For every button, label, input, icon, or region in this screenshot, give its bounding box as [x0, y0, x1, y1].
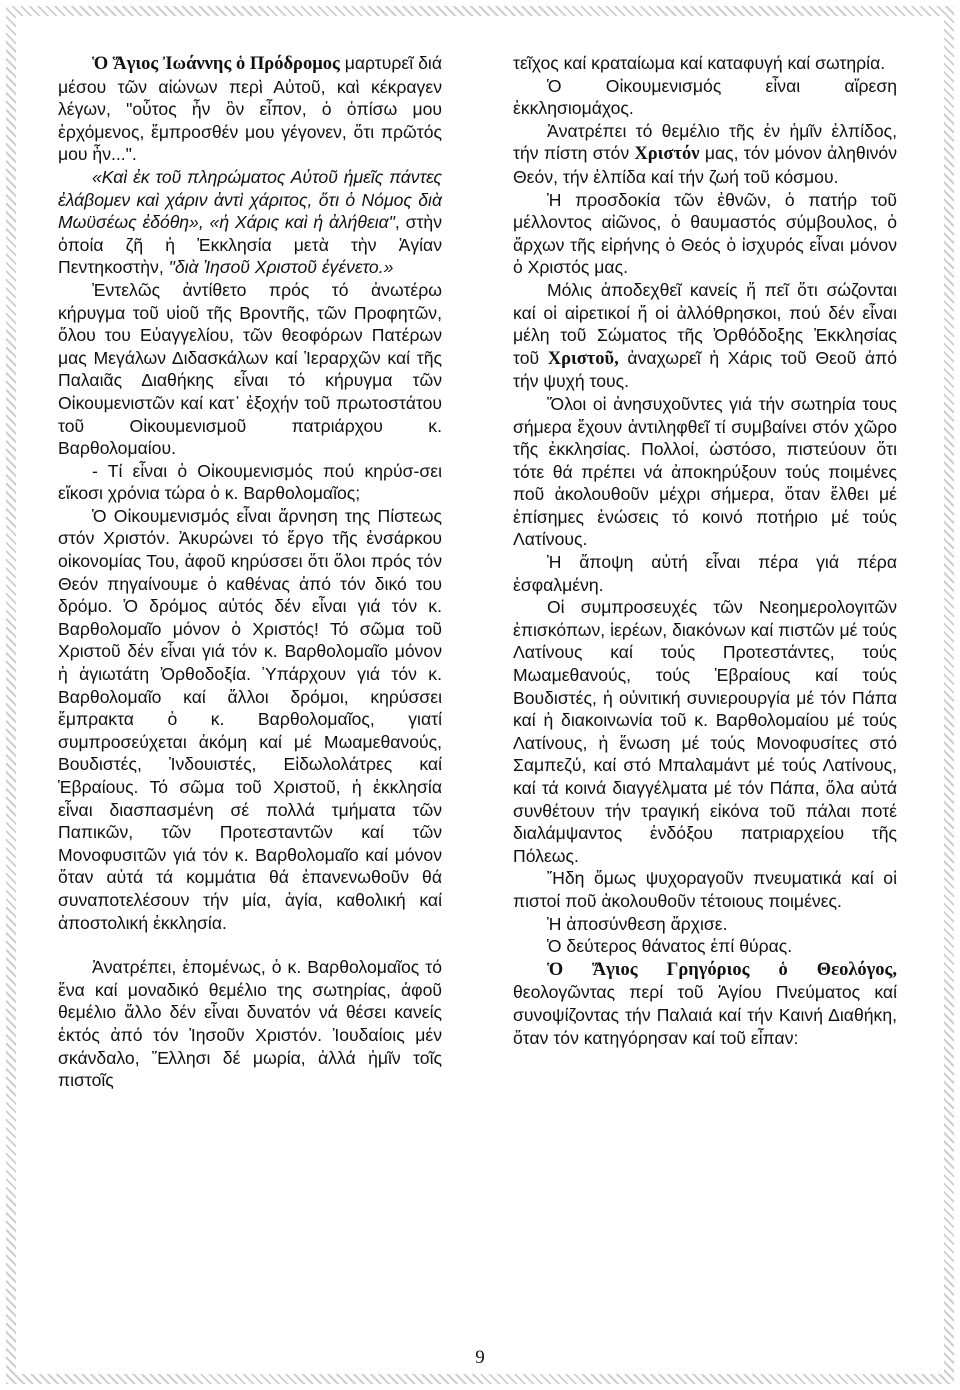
paragraph-gregory-theologian — [513, 958, 897, 1049]
paragraph-mistaken-view: Ἡ ἄποψη αὐτή εἶναι πέρα γιά πέρα ἐσφαλμένη. — [513, 552, 897, 595]
paragraph-continuation: τεῖχος καί κραταίωμα καί καταφυγή καί σωτηρία. — [513, 53, 886, 73]
paragraph-question: - Τί εἶναι ὁ Οἰκουμενισμός πού κηρύσ-σει εἴκοσι χρόνια τώρα ὁ κ. Βαρθολομαῖος; — [58, 460, 442, 504]
paragraph-spiritual-agony: Ἤδη ὅμως ψυχοραγοῦν πνευματικά καί οἱ πιστοί ποῦ ἀκολουθοῦν τέτοιους ποιμένες. — [513, 868, 897, 911]
paragraph-text: θεολογῶντας περί τοῦ Ἁγίου Πνεύματος καί συνοψίζοντας τήν Παλαιά καί τήν Καινή Διαθήκη, ὅταν τόν κατηγόρησαν καί τοῦ εἶπαν: — [513, 982, 897, 1048]
paragraph-decomposition: Ἡ ἀποσύνθεση ἄρχισε. — [547, 913, 728, 934]
paragraph-denial-of-faith: Ὁ Οἰκουμενισμός εἶναι ἄρνηση της Πίστεως στόν Χριστόν. Ἀκυρώνει τό ἔργο τῆς ἐνσάρκου οἰκονομίας Του, ἀφοῦ κηρύσσει ὅτι ὅλοι πρός τόν Θεόν πηγαίνουμε ὁ καθένας ἀπό τόν δικό του δρόμο. Ὁ δρόμος αὐτός δέν εἶναι γιά τόν κ. Βαρθολομαῖο μόνον ὁ Χριστός! Τό σῶμα τοῦ Χριστοῦ δέν εἶναι γιά τόν κ. Βαρθολομαῖο μόνον ἡ ἁγιωτάτη Ὀρθοδοξία. Ὑπάρχουν γιά τόν κ. Βαρθολομαῖο καί ἄλλοι δρόμοι, κηρύσσει ἔμπρακτα ὁ κ. Βαρθολομαῖος, γιατί συμπροσεύχεται ἀκόμη καί μέ Μωαμεθανούς, Βουδιστές, Ἰνδουιστές, Εἰδωλολάτρες καί Ἑβραίους. Τό σῶμα τοῦ Χριστοῦ, ἡ ἐκκλησία εἶναι διασπασμένη σέ πολλά τμήματα τῶν Παπικῶν, τῶν Προτεσταντῶν καί τῶν Μονοφυσιτῶν γιά τόν κ. Βαρθολομαῖο καί μόνον ὅταν αὐτά τά κομμάτια θά ἐπανενωθοῦν θά συναποτελέσουν τήν μία, ἁγία, καθολική καί ἀποστολική ἐκκλησία. — [58, 505, 442, 933]
paragraph-concerned-faithful: Ὅλοι οἱ ἀνησυχοῦντες γιά τήν σωτηρία τους σήμερα ἔχουν ἀντιληφθεῖ τί συμβαίνει στόν χῶρο τῆς ἐκκλησίας. Πολλοί, ὡστόσο, πιστεύουν ὅτι τότε θά πρέπει νά ἀποκηρύξουν τούς ποιμένες ποῦ ἀκολουθοῦν μέχρι σήμερα, ὅταν ἔλθει μέ ἐπίσημες ἑνώσεις τό κοινό ποτήριο μέ τούς Λατίνους. — [513, 393, 897, 550]
paragraph-foundation: Ἀνατρέπει, ἑπομένως, ὁ κ. Βαρθολομαῖος τό ἕνα καί μοναδικό θεμέλιο της σωτηρίας, ἀφοῦ θεμέλιο ἄλλο δέν εἶναι δυνατόν νά θέσει κανείς ἐκτός ἀπό τόν Ἰησοῦν Χριστόν. Ἰουδαίοις μέν σκάνδαλο, Ἕλλησι δέ μωρία, ἀλλά ἡμῖν τοῖς πιστοῖς — [58, 957, 442, 1091]
heading-saint-gregory: Ὁ Ἅγιος Γρηγόριος ὁ Θεολόγος, — [547, 959, 897, 980]
paragraph-expectation-of-nations: Ἡ προσδοκία τῶν ἐθνῶν, ὁ πατήρ τοῦ μέλλοντος αἰῶνος, ὁ θαυμαστός σύμβουλος, ὁ ἄρχων τῆς εἰρήνης ὁ Θεός ὁ ἰσχυρός εἶναι μόνον ὁ Χριστός μας. — [513, 189, 897, 278]
paragraph-grace-departs — [513, 279, 897, 393]
quote-text: "διὰ Ἰησοῦ Χριστοῦ ἐγένετο.» — [168, 257, 394, 278]
bold-term: Χριστόν — [634, 144, 700, 165]
paragraph-text: Μόλις ἀποδεχθεῖ κανείς ἤ πεῖ ὅτι σώζονται καί οἱ αἱρετικοί ἤ οἱ ἀλλόθρησκοι, πού δέν εἶναι μέλη τοῦ Σώματος τῆς Ὀρθόδοξης Ἐκκλησίας τοῦ — [513, 279, 897, 368]
paragraph-text: , στὴν ὁποία ζῆ ἡ Ἐκκλησία μετὰ τὴν Ἁγίαν Πεντηκοστὴν, — [58, 212, 442, 278]
paragraph-joint-prayers: Οἱ συμπροσευχές τῶν Νεοημερολογιτῶν ἐπισκόπων, ἱερέων, διακόνων καί πιστῶν μέ τούς Λατίνους καί τούς Προτεστάντες, τούς Μωαμεθανούς, τούς Ἑβραίους καί τούς Βουδιστές, ἡ οὐνιτική συνιερουργία μέ τόν Πάπα καί ἡ διακοινωνία τοῦ κ. Βαρθολομαίου μέ τούς Λατίνους, ἡ ἕνωση μέ τούς Μονοφυσίτες στό Σαμπεζύ, καί στό Μπαλαμάντ μέ τούς Λατίνους, καί τά κοινά διαγγέλματα μέ τόν Πάπα, ὅλα αὐτά συνθέτουν τήν τραγική εἰκόνα τοῦ πάλαι ποτέ διαλάμψαντος ἐνδόξου πατριαρχείου τῆς Πόλεως. — [513, 597, 897, 866]
paragraph-text: μας, τόν μόνον ἀληθινόν Θεόν, τήν ἐλπίδα καί τήν ζωή τοῦ κόσμου. — [513, 143, 897, 187]
paragraph-overturns-foundation — [513, 120, 897, 189]
paragraph-text: Ἀνατρέπει τό θεμέλιο τῆς ἐν ἡμῖν ἐλπίδος, τήν πίστη στόν — [513, 120, 897, 164]
page-number: 9 — [475, 1347, 485, 1368]
paragraph-text: μαρτυρεῖ διά μέσου τῶν αἰώνων περὶ Αὐτοῦ, καὶ κέκραγεν λέγων, "οὗτος ἦν ὃν εἶπον, ὁ ὀπίσω μου ἐρχόμενος, ἔμπροσθέν μου γέγονεν, ὅτι πρῶτός μου ἦν...". — [58, 53, 442, 165]
heading-saint-john-prodromos: Ὁ Ἅγιος Ἰωάννης ὁ Πρόδρομος — [92, 54, 340, 74]
paragraph-prodromos — [58, 52, 442, 166]
quote-text: «Καὶ ἐκ τοῦ πληρώματος Αὐτοῦ ἡμεῖς πάντες ἐλάβομεν καὶ χάριν ἀντὶ χάριτος, ὅτι ὁ Νόμος διὰ Μωϋσέως ἐδόθη», «ἡ Χάρις καὶ ἡ ἀλήθεια" — [58, 166, 442, 233]
left-column — [58, 52, 442, 1092]
paragraph-heresy: Ὁ Οἰκουμενισμός εἶναι αἵρεση ἐκκλησιομάχος. — [513, 75, 897, 119]
paragraph-text: ἀναχωρεῖ ἡ Χάρις τοῦ Θεοῦ ἀπό τήν ψυχή τους. — [513, 347, 898, 392]
paragraph-second-death: Ὁ δεύτερος θάνατος ἐπί θύρας. — [547, 936, 793, 957]
paragraph-gospel-quote — [58, 166, 442, 279]
right-column — [513, 52, 897, 1049]
paragraph-ecumenists-preaching: Ἐντελῶς ἀντίθετο πρός τό ἀνωτέρω κήρυγμα τοῦ υἱοῦ τῆς Βροντῆς, τῶν Προφητῶν, ὅλου του Εὐαγγελίου, τῶν θεοφόρων Πατέρων μας Μεγάλων Διδασκάλων καί Ἱεραρχῶν καί τῆς Παλαιᾶς Διαθήκης εἶναι τό κήρυγμα τῶν Οἰκουμενιστῶν καί κατ᾽ ἐξοχήν τοῦ πρωτοστάτου τοῦ Οἰκουμενισμοῦ πατριάρχου κ. Βαρθολομαίου. — [58, 279, 442, 459]
bold-term: Χριστοῦ, — [547, 348, 619, 369]
